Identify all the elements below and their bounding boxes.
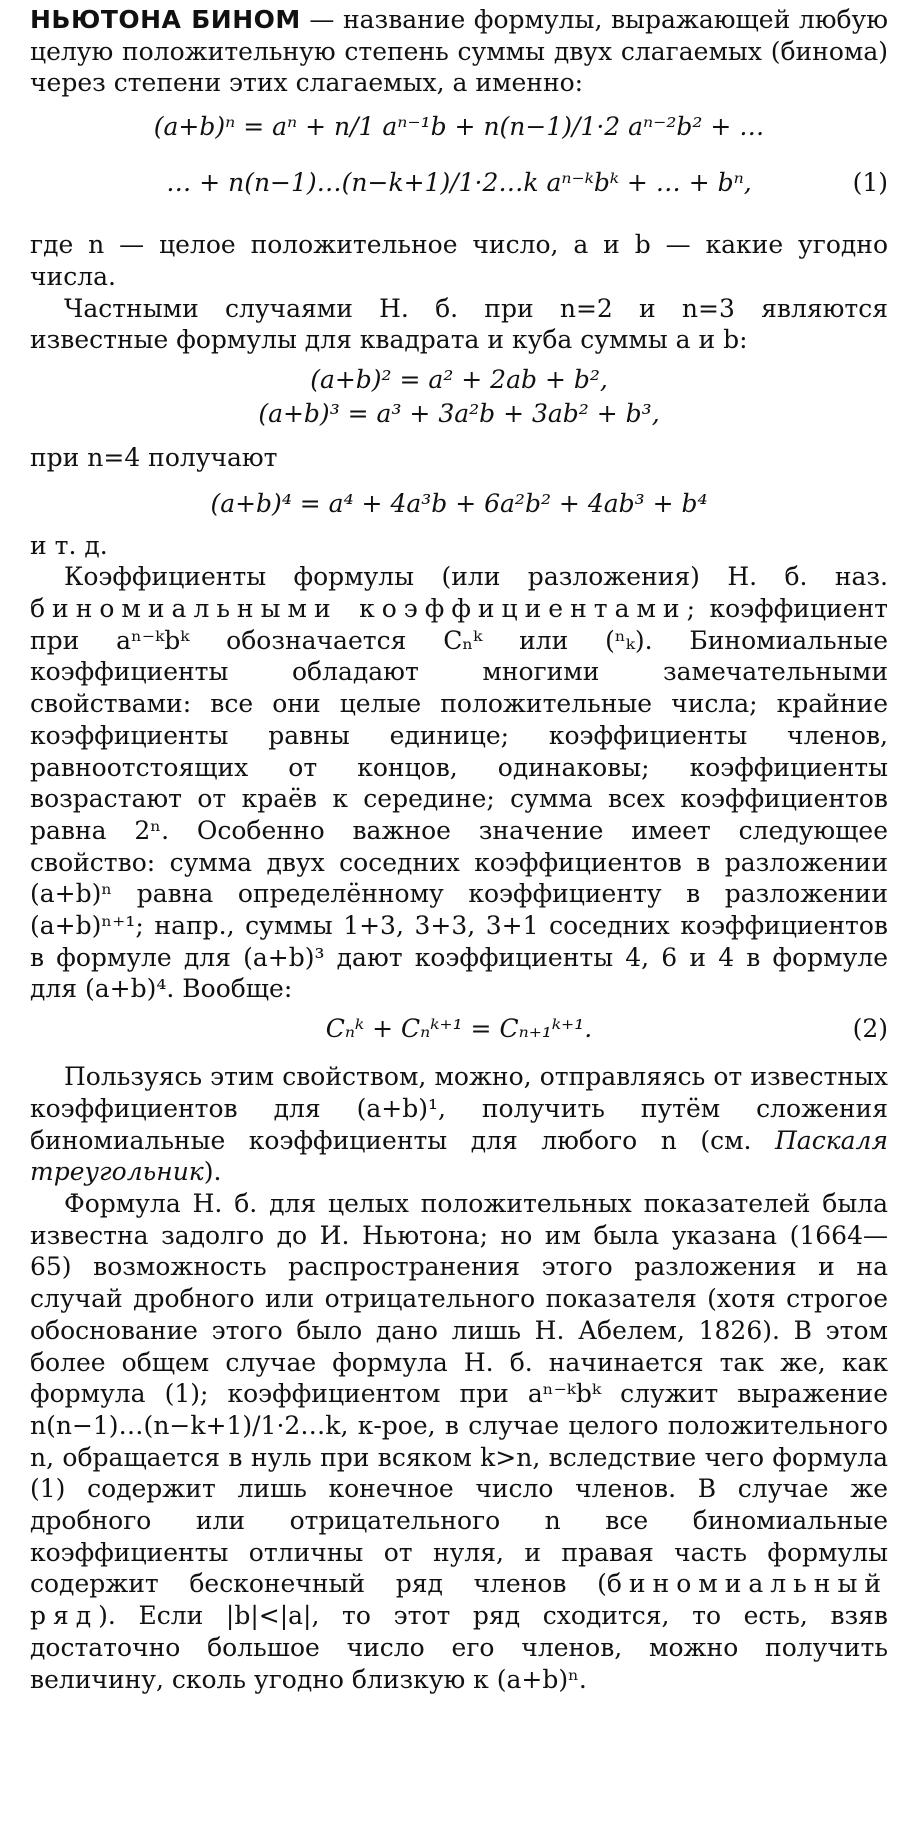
formula-2 [30, 1013, 888, 1061]
formula-1-line-1 [30, 111, 888, 167]
formula-1-number: (1) [852, 168, 888, 198]
etc-paragraph: и т. д. [30, 530, 108, 560]
formula-2-text: Cₙᵏ + Cₙᵏ⁺¹ = Cₙ₊₁ᵏ⁺¹. [325, 1014, 593, 1044]
n4-paragraph: при n=4 получают [30, 442, 278, 472]
square-formula [30, 364, 888, 398]
pascal-text-1: Пользуясь этим свойством, можно, отправляясь от известных коэффициентов для (a+b)¹, получить путём сложения биномиальные коэффициенты для любого n (см. [30, 1062, 888, 1155]
pascal-text-2: ). [203, 1157, 222, 1187]
history-text-1: Формула Н. б. для целых положительных показателей была известна задолго до И. Ньютона; но им была указана (1664—65) возможность распространения этого разложения и на случай дробного или отрицательного показателя (хотя строгое обоснование этого было дано лишь Н. Абелем, 1826). В этом более общем случае формула Н. б. начинается так же, как формула (1); коэффициентом при aⁿ⁻ᵏbᵏ служит выражение n(n−1)…(n−k+1)/1·2…k, к-рое, в случае целого положительного n, обращается в нуль при всяком k>n, вследствие чего формула (1) содержит лишь конечное число членов. В случае же дробного или отрицательного n все биномиальные коэффициенты отличны от нуля, и правая часть формулы содержит бесконечный ряд членов ( [30, 1188, 888, 1599]
cube-formula-text: (a+b)³ = a³ + 3a²b + 3ab² + b³, [258, 398, 660, 428]
history-text-2: ). Если |b|<|a|, то этот ряд сходится, то есть, взяв достаточно большое число его членов, можно получить величину, сколь угодно близкую к (a+b)ⁿ. [30, 1601, 888, 1694]
square-formula-text: (a+b)² = a² + 2ab + b², [310, 364, 608, 394]
article-title: НЬЮТОНА БИНОМ [30, 5, 301, 34]
history-paragraph [30, 1188, 888, 1695]
article-intro [30, 4, 888, 99]
coef-text-1: Коэффициенты формулы (или разложения) Н. б. наз. [64, 562, 888, 592]
pascal-paragraph [30, 1061, 888, 1188]
formula-2-number: (2) [852, 1014, 888, 1044]
fourth-power-formula-text: (a+b)⁴ = a⁴ + 4a³b + 6a²b² + 4ab³ + b⁴ [210, 488, 708, 518]
binomial-series-term: биномиальный ряд [30, 1569, 888, 1631]
pascal-triangle-link[interactable]: Паскаля треугольник [30, 1125, 888, 1187]
coef-text-2: ; коэффициент при aⁿ⁻ᵏbᵏ обозначается Cₙᵏ или (ⁿₖ). Биномиальные коэффициенты обладают многими замечательными свойствами: все они целые положительные числа; крайние коэффициенты равны единице; коэффициенты членов, равноотстоящих от концов, одинаковы; коэффициенты возрастают от краёв к середине; сумма всех коэффициентов равна 2ⁿ. Особенно важное значение имеет следующее свойство: сумма двух соседних коэффициентов в разложении (a+b)ⁿ равна определённому коэффициенту в разложении (a+b)ⁿ⁺¹; напр., суммы 1+3, 3+3, 3+1 соседних коэффициентов в формуле для (a+b)³ дают коэффициенты 4, 6 и 4 в формуле для (a+b)⁴. Вообще: [30, 594, 888, 1004]
formula-1-line-2-text: … + n(n−1)…(n−k+1)/1·2…k aⁿ⁻ᵏbᵏ + … + bⁿ, [166, 168, 752, 198]
special-cases-paragraph: Частными случаями Н. б. при n=2 и n=3 являются известные формулы для квадрата и куба суммы a и b: [30, 293, 888, 355]
binomial-coefficients-term: биномиальными коэффициентами [30, 594, 687, 624]
formula-1-line-2 [30, 167, 888, 229]
where-paragraph: где n — целое положительное число, a и b — какие угодно числа. [30, 230, 888, 291]
intro-text: — название формулы, выражающей любую целую положительную степень суммы двух слагаемых (бинома) через степени этих слагаемых, а именно: [30, 5, 888, 98]
formula-1-line-1-text: (a+b)ⁿ = aⁿ + n/1 aⁿ⁻¹b + n(n−1)/1·2 aⁿ⁻²b² + … [153, 112, 765, 142]
fourth-power-formula [30, 488, 888, 530]
cube-formula [30, 398, 888, 442]
coefficients-paragraph [30, 561, 888, 1005]
